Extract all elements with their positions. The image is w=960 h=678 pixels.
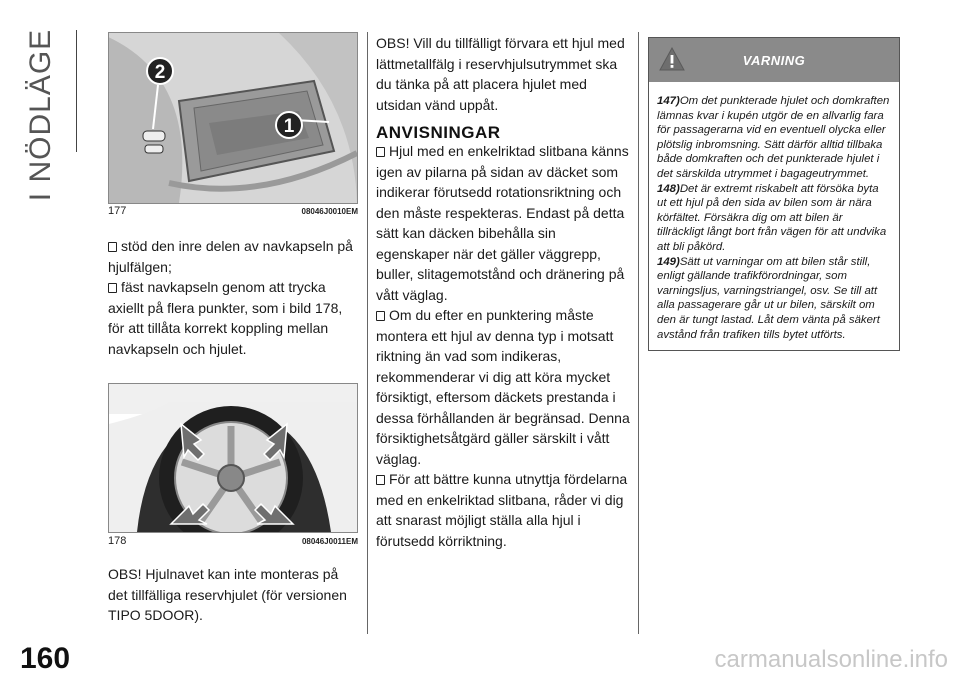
section-title <box>18 28 64 202</box>
warning-item-147: 147)Om det punkterade hjulet och domkraften lämnas kvar i kupén utgör de en allvarlig fara för passagerarna vid en eventuell olycka eller plötslig inbromsning. Sätt därför alltid tillbaka både domkraften och det punkterade hjulet i det särskilda utrymmet i bagageutrymmet. <box>657 95 890 180</box>
column-divider-2 <box>638 32 639 634</box>
warning-item-149: 149)Sätt ut varningar om att bilen står still, enligt gällande trafikförordningar, som varningsljus, varningstriangel, osv. Se till att alla passagerare går ut ur bilen, särskilt om den är tungt lastad. Låt dem vänta på säkert avstånd från trafiken tills bytet utförts. <box>657 255 880 341</box>
bullet-icon <box>376 147 385 157</box>
bullet-icon <box>376 311 385 321</box>
bullet-icon <box>376 475 385 485</box>
warning-header <box>649 38 899 82</box>
figure-177-caption <box>108 205 358 217</box>
warning-box <box>648 37 900 351</box>
section-title-text: I NÖDLÄGE <box>24 28 57 202</box>
instructions-heading: ANVISNINGAR <box>376 123 501 142</box>
figure-178-number: 178 <box>108 535 127 547</box>
figure-178-image <box>108 383 358 533</box>
warning-title: VARNING <box>742 52 806 68</box>
figure-178-code: 08046J0011EM <box>301 537 358 546</box>
col2-bullet-3: För att bättre kunna utnyttja fördelarna med en enkelriktad slitbana, råder vi dig att snarast möjligt ställa alla hjul i förutsedd körriktning. <box>376 471 628 549</box>
col2-bullet-2: Om du efter en punktering måste montera ett hjul av denna typ i motsatt riktning än vad som indikeras, rekommenderar vi dig att köra mycket försiktigt, eftersom däckets prestanda i dessa förhållanden är begränsad. Denna försiktighetsåtgärd gäller särskilt i vått väglag. <box>376 307 630 467</box>
callout-1-marker <box>276 112 302 138</box>
warning-triangle-icon <box>659 47 685 71</box>
callout-2-marker <box>147 58 173 84</box>
col2-content <box>376 33 630 551</box>
warning-body <box>649 82 899 342</box>
col1-bullet-2: fäst navkapseln genom att trycka axiellt på flera punkter, som i bild 178, för att tillåta korrekt koppling mellan navkapseln och hjulet. <box>108 279 343 357</box>
spare-wheel-well-illustration <box>109 33 357 203</box>
hubcap-note: OBS! Hjulnavet kan inte monteras på det tillfälliga reservhjulet (för versionen TIPO 5DOOR). <box>108 566 347 623</box>
page-number: 160 <box>20 642 71 675</box>
wheel-hubcap-illustration <box>109 384 357 532</box>
callout-2-label: 2 <box>154 62 166 83</box>
figure-177-code: 08046J0010EM <box>301 207 358 216</box>
col2-bullet-1: Hjul med en enkelriktad slitbana känns igen av pilarna på sidan av däcket som indikerar förutsedd rotationsriktning och den måste respekteras. Endast på detta sätt kan däcken bibehålla sin egenskaper när det gäller väggrepp, buller, slitagemotstånd och dränering på vått väglag. <box>376 143 629 303</box>
bullet-icon <box>108 283 117 293</box>
alloy-wheel-note: OBS! Vill du tillfälligt förvara ett hjul med lättmetallfälg i reservhjulsutrymmet ska du tänka på att placera hjulet med utsidan vänd uppåt. <box>376 35 625 113</box>
figure-178-caption <box>108 535 358 547</box>
col1-bullets <box>108 236 360 359</box>
callout-1-label: 1 <box>283 116 295 137</box>
margin-rule <box>76 30 77 152</box>
bullet-icon <box>108 242 117 252</box>
figure-177-number: 177 <box>108 205 127 217</box>
column-divider-1 <box>367 32 368 634</box>
col1-note <box>108 564 358 626</box>
watermark: carmanualsonline.info <box>714 646 948 673</box>
col1-bullet-1: stöd den inre delen av navkapseln på hjulfälgen; <box>108 238 353 275</box>
warning-item-148: 148)Det är extremt riskabelt att försöka byta ut ett hjul på den sida av bilen som är nära körfältet. Försäkra dig om att bilen är tillräckligt långt bort från vägen för att undvika att bli påkörd. <box>657 182 887 253</box>
figure-177-image <box>108 32 358 204</box>
